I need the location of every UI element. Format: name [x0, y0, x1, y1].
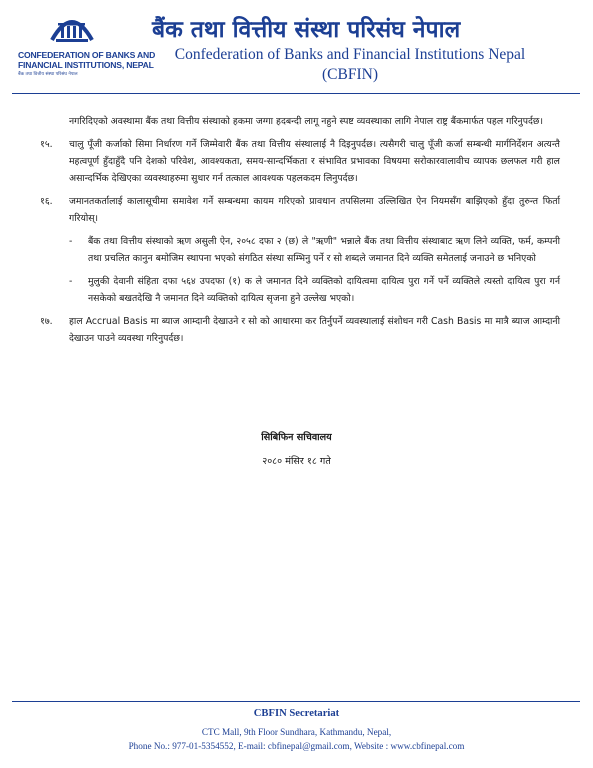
continuation-paragraph: नगरिदिएको अवस्थामा बैंक तथा वित्तीय संस्थाको हकमा जग्गा हदबन्दी लागू नहुने स्पष्ट व्यवस्थाका लागि नेपाल राष्ट्र बैंकमार्फत पहल गरिनुपर्दछ।: [69, 116, 543, 127]
list-item-16: [40, 193, 560, 227]
bullet-dash: -: [69, 236, 73, 247]
sub-item-1: [40, 233, 560, 267]
item-number: १६.: [40, 196, 53, 207]
footer-address: CTC Mall, 9th Floor Sundhara, Kathmandu, Nepal,: [201, 727, 392, 737]
item-text: चालु पूँजी कर्जाको सिमा निर्धारण गर्ने जिम्मेवारी बैंक तथा वित्तीय संस्थालाई नै दिइनुपर्दछ। त्यसैगरी चालु पूँजी कर्जा सम्बन्धी मार्गनिर्देशन अत्यन्तै महत्वपूर्ण हुँदाहुँदै पनि देशको परिवेश, आवश्यकता, समय-सान्दर्भिकता र संभावित प्रभावका विषयमा सरोकारवालावीच व्यापक छलफल गरी हाल असान्दर्भिक देखिएका व्यवस्थाहरुमा सुधार गर्न तत्काल आवश्यक पहलकदम लिनुपर्दछ।: [69, 139, 560, 184]
item-number: १५.: [40, 139, 53, 150]
item-text: जमानतकर्तालाई कालासूचीमा समावेश गर्ने सम्बन्धमा कायम गरिएको प्रावधान तपसिलमा उल्लिखित ऐन नियमसँग बाझिएको हुँदा तुरुन्त फिर्ता गरियोस्।: [69, 196, 560, 224]
footer-contact: Phone No.: 977-01-5354552, E-mail: cbfinepal@gmail.com, Website : www.cbfinepal.com: [128, 741, 465, 751]
logo-text-line1: CONFEDERATION OF BANKS AND: [18, 50, 156, 60]
bank-building-icon: [48, 10, 96, 46]
signature-date: २०८० मंसिर १८ गते: [262, 456, 331, 467]
signature-office: सिबिफिन सचिवालय: [261, 432, 332, 443]
cbfin-logo: [18, 10, 156, 84]
item-text: हाल Accrual Basis मा ब्याज आम्दानी देखाउने र सो को आधारमा कर तिर्नुपर्ने व्यवस्थालाई संशोधन गरी Cash Basis मा मात्रै ब्याज आम्दानी देखाउन पाउने व्यवस्था गरिनुपर्दछ।: [69, 316, 560, 344]
sub-item-text: बैंक तथा वित्तीय संस्थाको ऋण असुली ऐन, २०५८ दफा २ (छ) ले "ऋणी" भन्नाले बैंक तथा वित्तीय संस्थाबाट ऋण लिने व्यक्ति, फर्म, कम्पनी तथा प्रचलित कानुन बमोजिम स्थापना भएको संगठित संस्था सम्भिनु पर्ने र सो शब्दले जमानत दिने व्यक्ति समेतलाई जनाउने छ भनिएको: [88, 236, 560, 264]
title-nepali: बैंक तथा वित्तीय संस्था परिसंघ नेपाल: [152, 17, 461, 43]
footer-divider: [12, 701, 580, 702]
sub-item-2: [40, 273, 560, 307]
document-body: [40, 113, 560, 353]
title-abbreviation: (CBFIN): [322, 66, 378, 83]
logo-text-line2: FINANCIAL INSTITUTIONS, NEPAL: [18, 60, 154, 70]
list-item-17: [40, 313, 560, 347]
footer-title: CBFIN Secretariat: [253, 708, 340, 719]
letterhead: [0, 0, 593, 95]
title-english: Confederation of Banks and Financial Institutions Nepal: [174, 46, 526, 63]
bullet-dash: -: [69, 276, 73, 287]
sub-item-text: मुलुकी देवानी संहिता दफा ५६४ उपदफा (१) क ले जमानत दिने व्यक्तिको दायित्वमा दायित्व पुरा गर्ने पर्ने व्यक्तिले त्यस्तो दायित्व पुरा गर्न नसकेको बखतदेखि नै जमानत दिने व्यक्तिको दायित्व सृजना हुने उल्लेख भएको।: [88, 276, 560, 304]
item-number: १७.: [40, 316, 53, 327]
logo-text-line3: बैंक तथा वित्तीय संस्था परिसंघ नेपाल: [18, 72, 78, 77]
list-item-15: [40, 136, 560, 187]
header-divider: [12, 93, 580, 94]
